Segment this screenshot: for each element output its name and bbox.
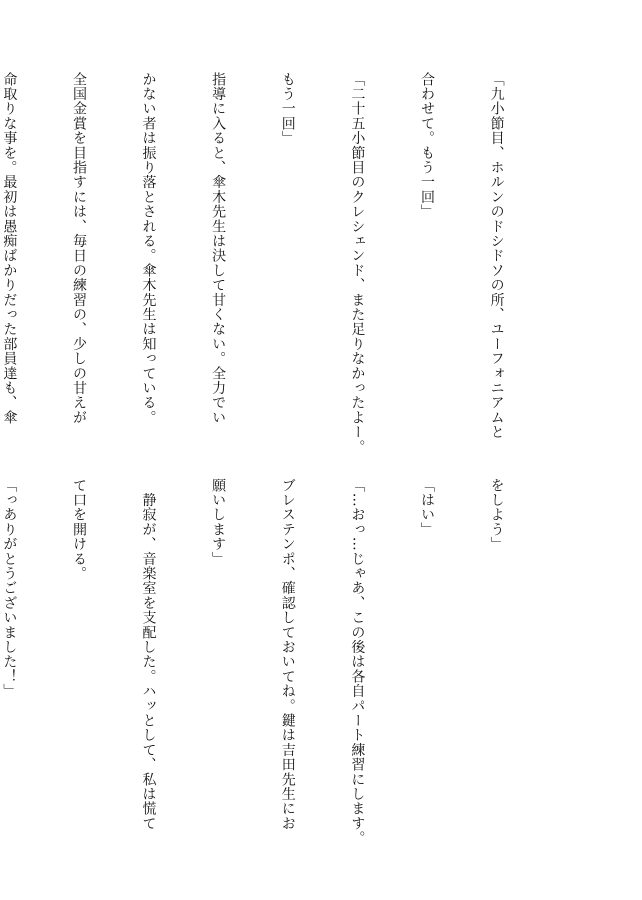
text-line: をしよう」 [488, 478, 505, 552]
text-line: 合わせて。もう一回」 [418, 72, 435, 219]
upper-text-block [1, 72, 554, 455]
text-line: 「…おっ…じゃあ、この後は各自パート練習にします。 [349, 478, 366, 846]
lower-text-block [1, 478, 554, 846]
text-line: 命取りな事を。最初は愚痴ばかりだった部員達も、傘 [1, 72, 18, 425]
text-line: 「っありがとうございました！」 [1, 478, 18, 699]
text-line: 「九小節目、ホルンのドシドソの所、ユーフォニアムと [488, 72, 505, 440]
text-line: もう一回」 [279, 72, 296, 146]
text-line: かない者は振り落とされる。傘木先生は知っている。 [140, 72, 157, 425]
text-line: 静寂が、音楽室を支配した。ハッとして、私は慌て [140, 478, 157, 831]
text-line: て口を開ける。 [70, 478, 87, 581]
text-line: 「二十五小節目のクレシェンド、また足りなかったよー。 [349, 72, 366, 455]
text-line: 願いします」 [210, 478, 227, 567]
text-line: 全国金賞を目指すには、毎日の練習の、少しの甘えが [70, 72, 87, 425]
text-line: ブレステンポ、確認しておいてね。鍵は吉田先生にお [279, 478, 296, 831]
text-line: 「はい」 [418, 478, 435, 537]
text-line: 指導に入ると、傘木先生は決して甘くない。全力でい [210, 72, 227, 425]
